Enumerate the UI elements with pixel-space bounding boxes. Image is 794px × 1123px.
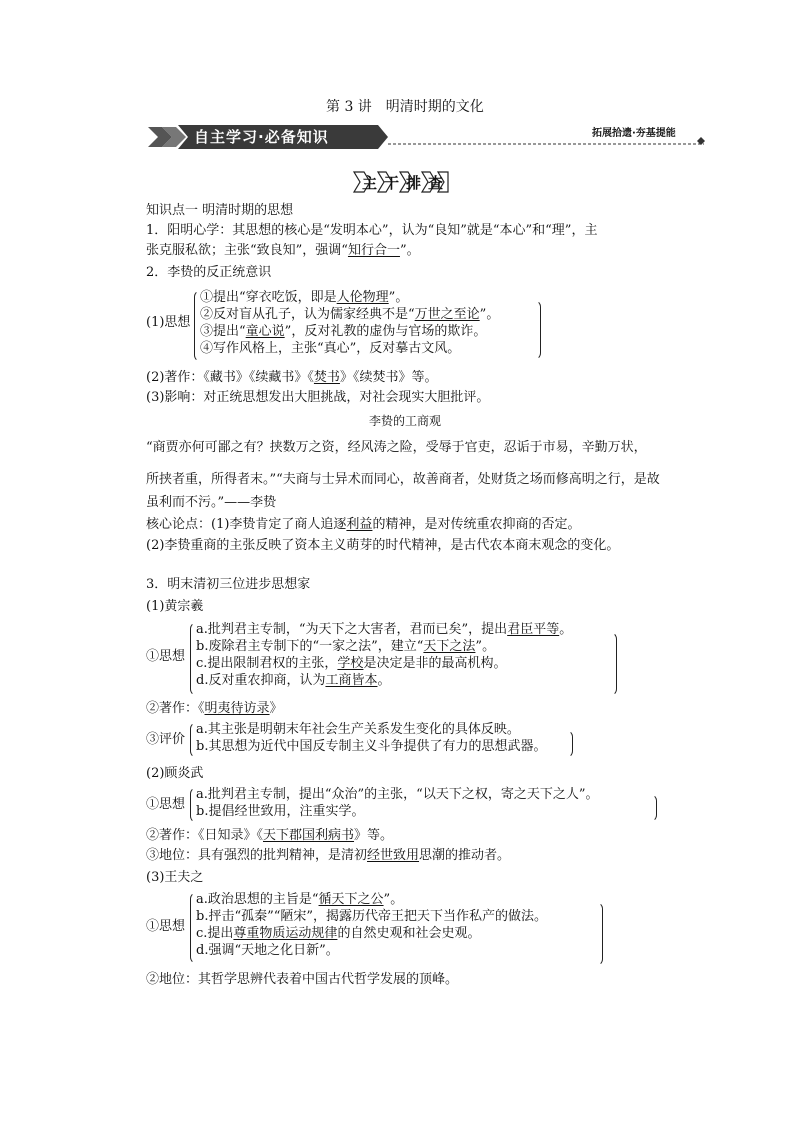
underlined-term: 君臣平等 — [507, 622, 560, 637]
underlined-term: 万世之至论 — [414, 307, 480, 322]
right-brace — [566, 730, 573, 758]
section-title-char: 查 — [428, 174, 444, 192]
underlined-term: 利益 — [346, 517, 373, 532]
section-title-char: 排 — [406, 174, 422, 192]
underlined-term: 知行合一 — [347, 243, 400, 258]
wang-thought-a: a.政治思想的主旨是“循天下之公”。 — [196, 892, 404, 907]
underlined-term: 明夷待访录 — [204, 701, 270, 716]
wang-name: (3)王夫之 — [146, 870, 204, 885]
huang-thought-a: a.批判君主专制，“为天下之大害者，君而已矣”，提出君臣平等。 — [196, 622, 573, 637]
box-title: 李贽的工商观 — [369, 414, 442, 428]
gu-status: ③地位：具有强烈的批判精神，是清初经世致用思潮的推动者。 — [146, 848, 511, 863]
huang-eval-b: b.其思想为近代中国反专制主义斗争提供了有力的思想武器。 — [196, 739, 547, 754]
kp1-heading: 知识点一 明清时期的思想 — [146, 203, 294, 218]
underlined-term: 经世致用 — [367, 848, 420, 863]
right-brace — [534, 300, 541, 360]
lizhi-works: (2)著作：《藏书》《续藏书》《焚书》《续焚书》等。 — [146, 370, 438, 385]
thinkers-heading: 3．明末清初三位进步思想家 — [146, 577, 311, 592]
yangming-line2: 张克服私欲；主张“致良知”，强调“知行合一”。 — [146, 243, 420, 258]
underlined-term: 尊重物质运动规律 — [233, 926, 338, 941]
huang-name: (1)黄宗羲 — [146, 599, 204, 614]
lizhi-thought-4: ④写作风格上，主张“真心”，反对摹古文风。 — [200, 341, 461, 356]
gu-works: ②著作：《日知录》《天下郡国利病书》等。 — [146, 828, 394, 843]
banner-left-text: 自主学习·必备知识 — [194, 128, 329, 146]
gu-thought-label: ①思想 — [146, 797, 186, 812]
lizhi-heading: 2．李贽的反正统意识 — [146, 265, 272, 280]
section-title — [352, 170, 452, 194]
wang-thought-b: b.抨击“孤秦”“陋宋”，揭露历代帝王把天下当作私产的做法。 — [196, 909, 548, 924]
box-quote-line1: “商贾亦何可鄙之有？挟数万之资，经风涛之险，受辱于官吏，忍诟于市易，辛勤万状， — [146, 440, 647, 455]
banner-right-text: 拓展拾遗·夯基提能 — [592, 128, 676, 139]
wang-thought-c: c.提出尊重物质运动规律的自然史观和社会史观。 — [196, 926, 481, 941]
huang-works: ②著作：《明夷待访录》 — [146, 701, 283, 716]
lizhi-thought-3: ③提出“童心说”，反对礼教的虚伪与官场的欺诈。 — [200, 324, 487, 339]
gu-name: (2)顾炎武 — [146, 766, 204, 781]
lesson-title: 第 3 讲 明清时期的文化 — [326, 99, 484, 115]
box-core-point-2: (2)李贽重商的主张反映了资本主义萌芽的时代精神，是古代农本商末观念的变化。 — [146, 538, 620, 553]
underlined-term: 学校 — [337, 656, 364, 671]
underlined-term: 人伦物理 — [336, 290, 389, 305]
underlined-term: 焚书 — [313, 370, 340, 385]
huang-thought-c: c.提出限制君权的主张，学校是决定是非的最高机构。 — [196, 656, 507, 671]
underlined-term: 循天下之公 — [318, 892, 384, 907]
right-brace — [650, 794, 657, 822]
section-title-char: 干 — [384, 174, 400, 192]
huang-thought-b: b.废除君主专制下的“一家之法”，建立“天下之法”。 — [196, 639, 496, 654]
wang-thought-label: ①思想 — [146, 919, 186, 934]
box-quote-line2: 所挟者重，所得者末。”“夫商与士异术而同心，故善商者，处财货之场而修高明之行，是故 — [146, 472, 660, 487]
right-brace — [596, 902, 603, 966]
gu-thought-a: a.批判君主专制，提出“众治”的主张，“以天下之权，寄之天下之人”。 — [196, 787, 599, 802]
huang-thought-label: ①思想 — [146, 649, 186, 664]
right-brace — [610, 632, 617, 696]
wang-thought-d: d.强调“天地之化日新”。 — [196, 943, 339, 958]
lizhi-impact: (3)影响：对正统思想发出大胆挑战，对社会现实大胆批评。 — [146, 390, 490, 405]
huang-thought-d: d.反对重农抑商，认为工商皆本。 — [196, 673, 391, 688]
underlined-term: 工商皆本 — [325, 673, 378, 688]
huang-eval-label: ③评价 — [146, 732, 186, 747]
lizhi-thought-2: ②反对盲从孔子，认为儒家经典不是“万世之至论”。 — [200, 307, 500, 322]
yangming-line1: 1．阳明心学：其思想的核心是“发明本心”，认为“良知”就是“本心”和“理”，主 — [146, 223, 598, 238]
gu-thought-b: b.提倡经世致用，注重实学。 — [196, 804, 365, 819]
box-core-point-1: 核心论点：(1)李贽肯定了商人追逐利益的精神，是对传统重农抑商的否定。 — [146, 517, 581, 532]
section-banner — [148, 124, 708, 150]
lizhi-thought-label: (1)思想 — [146, 315, 191, 330]
underlined-term: 天下郡国利病书 — [263, 828, 355, 843]
wang-status: ②地位：其哲学思辨代表着中国古代哲学发展的顶峰。 — [146, 972, 459, 987]
huang-eval-a: a.其主张是明朝末年社会生产关系发生变化的具体反映。 — [196, 722, 520, 737]
box-quote-line3: 虽利而不污。”——李贽 — [146, 495, 277, 510]
underlined-term: 童心说 — [245, 324, 285, 339]
underlined-term: 天下之法 — [423, 639, 476, 654]
lizhi-thought-1: ①提出“穿衣吃饭，即是人伦物理”。 — [200, 290, 409, 305]
section-title-char: 主 — [362, 174, 378, 192]
